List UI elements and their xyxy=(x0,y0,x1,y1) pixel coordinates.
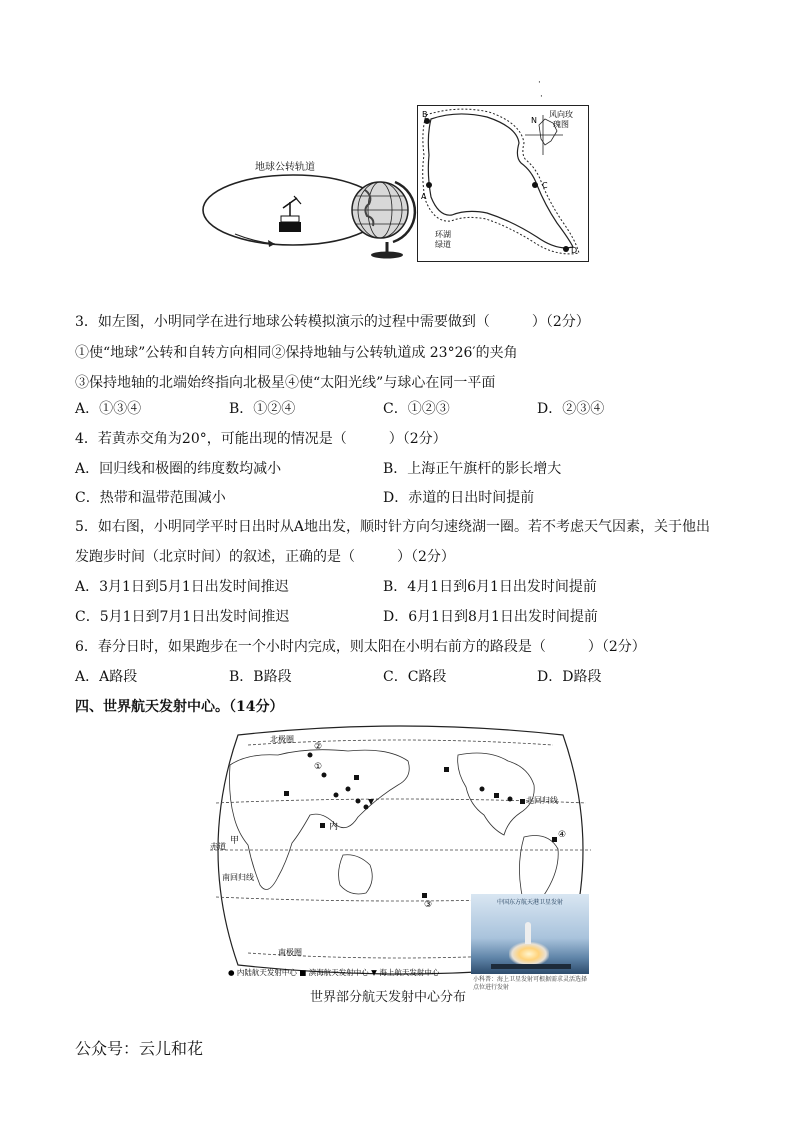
q3-line2: ①使“地球”公转和自转方向相同②保持地轴与公转轨道成 23°26′的夹角 xyxy=(75,345,518,361)
tropic-of-capricorn-label: 南回归线 xyxy=(222,873,254,882)
map-caption: 世界部分航天发射中心分布 xyxy=(310,990,467,1005)
lake-road-label: 环湖 xyxy=(435,230,451,239)
launch-photo-panel xyxy=(471,894,589,1002)
footer-text: 公众号：云儿和花 xyxy=(75,1039,204,1058)
place-label-jia: 甲 xyxy=(230,836,240,846)
q5-option-c: C．5月1日到7月1日出发时间推迟 xyxy=(75,609,290,625)
site-number-3: ③ xyxy=(424,900,433,910)
q3-option-d: D．②③④ xyxy=(537,401,605,417)
light-source-icon xyxy=(279,196,301,232)
equator-label: 赤道 xyxy=(210,842,226,851)
q4-stem: 4．若黄赤交角为20°，可能出现的情况是（ ）（2分） xyxy=(75,431,447,447)
q6-option-c: C．C路段 xyxy=(383,669,447,685)
lake-map-figure xyxy=(417,105,589,262)
q5-option-d: D．6月1日到8月1日出发时间提前 xyxy=(383,609,598,625)
q6-option-d: D．D路段 xyxy=(537,669,602,685)
orbit-label: 地球公转轨道 xyxy=(255,162,315,173)
q3-option-c: C．①②③ xyxy=(383,401,450,417)
point-c-label: C xyxy=(542,181,548,190)
place-label-nei: 内 xyxy=(329,822,339,832)
photo-title: 中国东方航天港卫星发射 xyxy=(496,899,563,906)
q4-option-a: A．回归线和极圈的纬度数均减小 xyxy=(75,461,282,477)
q6-option-a: A．A路段 xyxy=(75,669,138,685)
globe-icon xyxy=(352,182,415,259)
wind-rose-icon xyxy=(525,109,573,155)
point-a-label: A xyxy=(421,192,427,201)
top-dot: · xyxy=(538,78,541,88)
antarctic-circle-label: 南极圈 xyxy=(278,948,302,957)
q4-option-d: D．赤道的日出时间提前 xyxy=(383,490,535,506)
q6-stem: 6．春分日时，如果跑步在一个小时内完成，则太阳在小明右前方的路段是（ ）（2分） xyxy=(75,639,646,655)
lake-road-label: 绿道 xyxy=(435,240,451,249)
point-d-label: D xyxy=(571,246,578,255)
site-number-2: ② xyxy=(314,742,323,752)
q5-line2: 发跑步时间（北京时间）的叙述，正确的是（ ）（2分） xyxy=(75,549,455,565)
q4-option-b: B．上海正午旗杆的影长增大 xyxy=(383,461,562,477)
map-legend: ● 内陆航天发射中心 ■ 滨海航天发射中心 ▼ 海上航天发射中心 xyxy=(228,968,440,977)
q6-option-b: B．B路段 xyxy=(229,669,292,685)
q3-option-b: B．①②④ xyxy=(229,401,296,417)
photo-caption: 小科普：海上卫星发射可根据需求灵活选择点位进行发射 xyxy=(473,976,588,991)
earth-orbit-figure xyxy=(195,150,420,265)
q5-option-a: A．3月1日到5月1日出发时间推迟 xyxy=(75,579,289,595)
section-4-heading: 四、世界航天发射中心。（14分） xyxy=(75,699,284,715)
wind-rose-label: 风向玫 xyxy=(549,110,573,119)
arctic-circle-label: 北极圈 xyxy=(270,735,294,744)
q3-stem: 3．如左图，小明同学在进行地球公转模拟演示的过程中需要做到（ ）（2分） xyxy=(75,314,590,330)
site-number-4: ④ xyxy=(558,830,567,840)
rocket-launch-image xyxy=(471,894,589,974)
tropic-of-cancer-label: 北回归线 xyxy=(526,796,558,805)
q5-option-b: B．4月1日到6月1日出发时间提前 xyxy=(383,579,597,595)
q5-stem: 5．如右图，小明同学平时日出时从A地出发，顺时针方向匀速绕湖一圈。若不考虑天气因素，关于他出 xyxy=(75,519,711,535)
q3-option-a: A．①③④ xyxy=(75,401,142,417)
wind-rose-label: 瑰图 xyxy=(553,120,569,129)
site-number-1: ① xyxy=(314,762,323,772)
q3-line3: ③保持地轴的北端始终指向北极星④使“太阳光线”与球心在同一平面 xyxy=(75,375,496,391)
top-dot: · xyxy=(540,92,543,102)
point-b-label: B xyxy=(422,110,428,119)
north-label: N xyxy=(531,116,537,125)
q4-option-c: C．热带和温带范围减小 xyxy=(75,490,226,506)
